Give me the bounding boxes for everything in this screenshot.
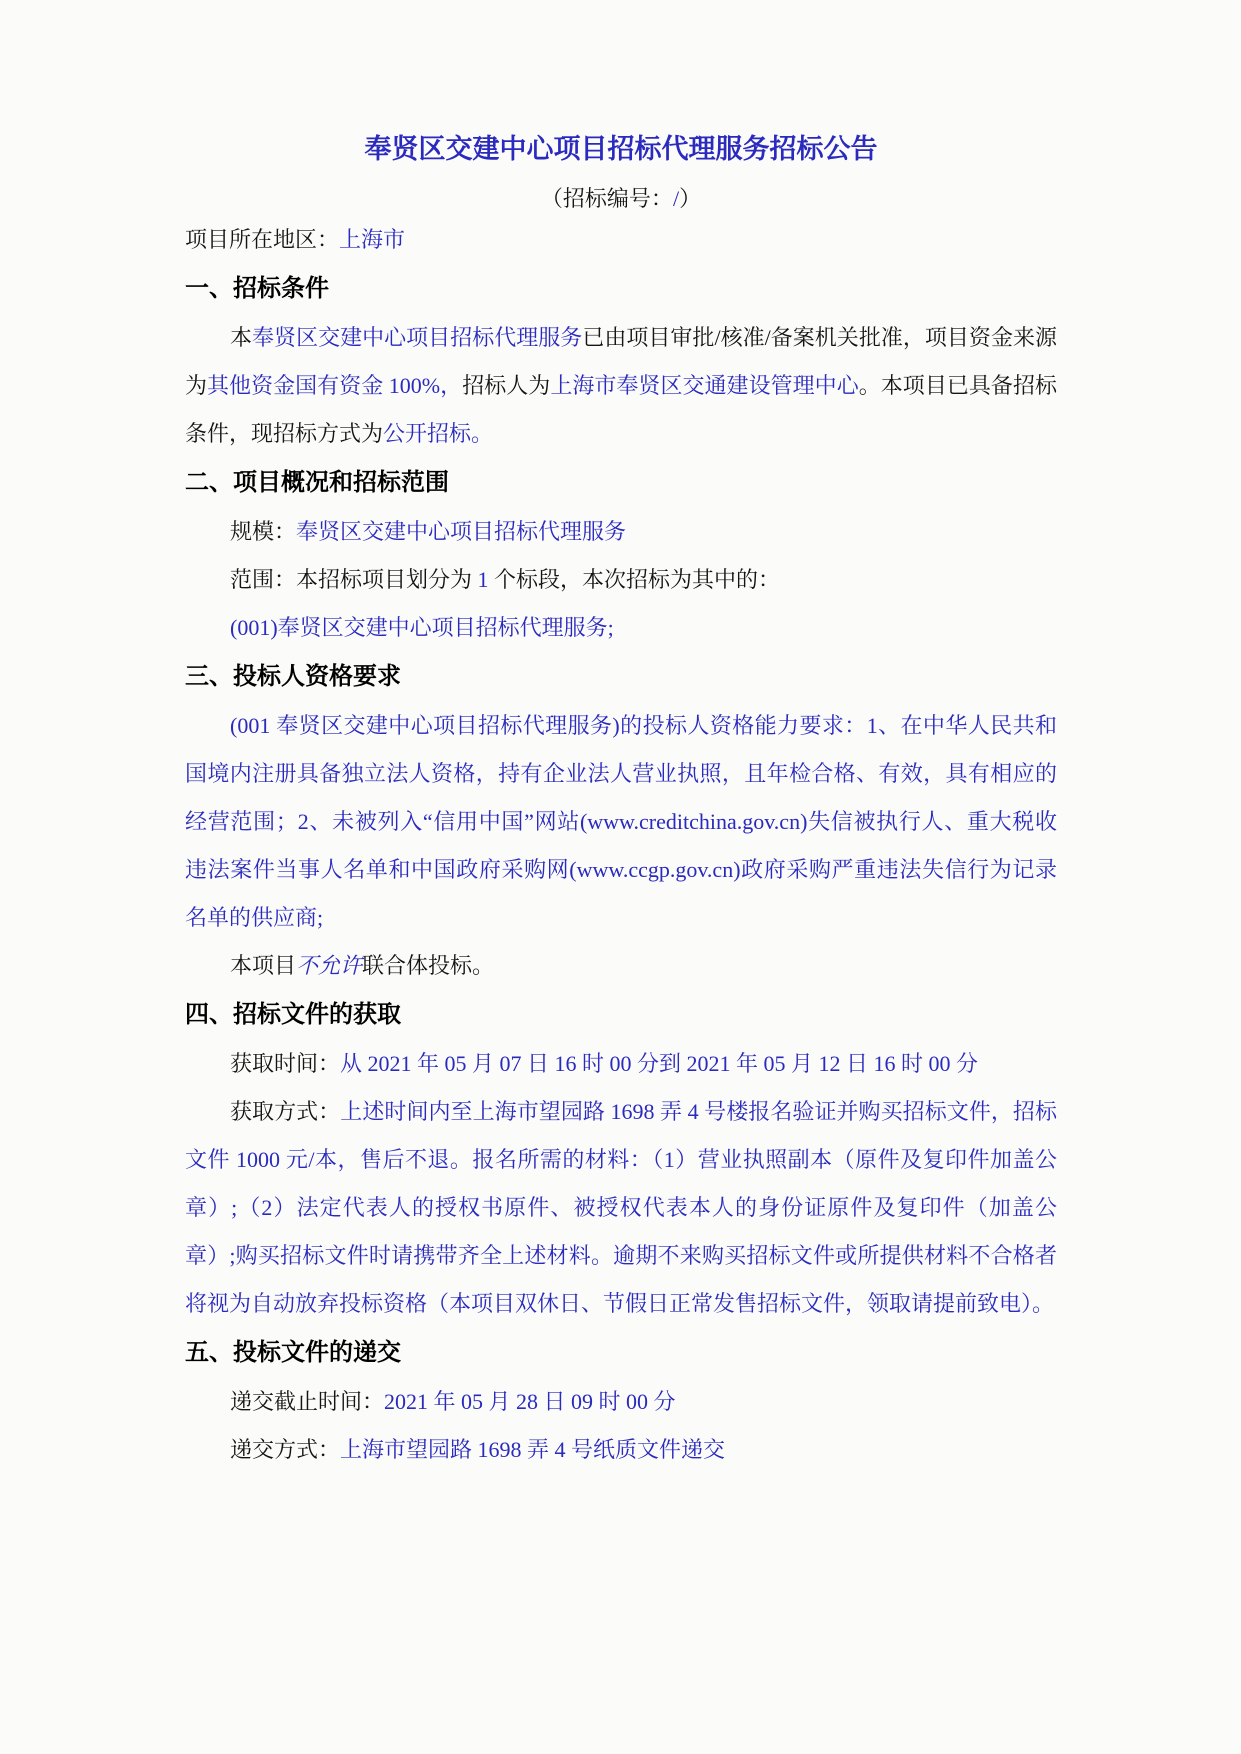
region-value: 上海市 bbox=[339, 227, 406, 252]
section-1-heading: 一、招标条件 bbox=[185, 275, 329, 302]
obtain-time-value: 从 2021 年 05 月 07 日 16 时 00 分到 2021 年 05 月 12 日 16 时 00 分 bbox=[340, 1051, 979, 1076]
obtain-time-label: 获取时间： bbox=[230, 1051, 341, 1076]
lot-line bbox=[185, 604, 1057, 652]
text-segment: 联合体投标。 bbox=[362, 953, 495, 978]
section-3-heading: 三、投标人资格要求 bbox=[185, 663, 401, 690]
project-name-value: 奉贤区交建中心项目招标代理服务 bbox=[252, 325, 583, 350]
qualification-paragraph bbox=[185, 702, 1057, 942]
submission-method-label: 递交方式： bbox=[230, 1437, 341, 1462]
scale-label: 规模： bbox=[230, 519, 297, 544]
section-5-heading: 五、投标文件的递交 bbox=[185, 1339, 401, 1366]
obtain-method-label: 获取方式： bbox=[230, 1099, 341, 1124]
fund-source-value: 其他资金国有资金 100%， bbox=[207, 373, 463, 398]
text-segment: 已由项目审批/核准/备案机关批准，项目资金来源为 bbox=[185, 325, 1057, 398]
submission-method-line bbox=[185, 1426, 1057, 1474]
tenderee-value: 上海市奉贤区交通建设管理中心 bbox=[550, 373, 859, 398]
section-4-heading: 四、招标文件的获取 bbox=[185, 1001, 401, 1028]
obtain-method-paragraph bbox=[185, 1088, 1057, 1328]
submission-deadline-label: 递交截止时间： bbox=[230, 1389, 385, 1414]
submission-deadline-line bbox=[185, 1378, 1057, 1426]
scale-line bbox=[185, 508, 1057, 556]
subtitle-suffix: ） bbox=[679, 186, 702, 211]
obtain-method-value: 上述时间内至上海市望园路 1698 弄 4 号楼报名验证并购买招标文件，招标文件 1000 元/本，售后不退。报名所需的材料：（1）营业执照副本（原件及复印件加盖公章）;（2）法定代表人的授权书原件、被授权代表本人的身份证原件及复印件（加盖公章）;购买招标文件时请携带齐全上述材料。逾期不来购买招标文件或所提供材料不合格者将视为自动放弃投标资格（本项目双休日、节假日正常发售招标文件，领取请提前致电）。 bbox=[185, 1099, 1057, 1316]
region-label: 项目所在地区： bbox=[185, 227, 340, 252]
obtain-time-line bbox=[185, 1040, 1057, 1088]
submission-deadline-value: 2021 年 05 月 28 日 09 时 00 分 bbox=[384, 1389, 676, 1414]
subtitle-prefix: （招标编号： bbox=[540, 186, 673, 211]
section-1-paragraph bbox=[185, 314, 1057, 458]
tender-method-value: 公开招标。 bbox=[383, 421, 494, 446]
tender-number-value: / bbox=[672, 186, 680, 211]
qualification-text: (001 奉贤区交建中心项目招标代理服务)的投标人资格能力要求：1、在中华人民共和国境内注册具备独立法人资格，持有企业法人营业执照，且年检合格、有效，具有相应的经营范围；2、未被列入“信用中国”网站(www.creditchina.gov.cn)失信被执行人、重大税收违法案件当事人名单和中国政府采购网(www.ccgp.gov.cn)政府采购严重违法失信行为记录名单的供应商; bbox=[185, 713, 1057, 930]
lot-value: (001)奉贤区交建中心项目招标代理服务; bbox=[230, 615, 614, 640]
text-segment: 招标人为 bbox=[462, 373, 551, 398]
scope-line bbox=[185, 556, 1057, 604]
lot-count-value: 1 bbox=[477, 567, 489, 592]
submission-method-value: 上海市望园路 1698 弄 4 号纸质文件递交 bbox=[340, 1437, 726, 1462]
text-segment: 本 bbox=[230, 325, 253, 350]
text-segment: 本项目 bbox=[230, 953, 297, 978]
project-region-line bbox=[185, 216, 1057, 264]
consortium-line bbox=[185, 942, 1057, 990]
document-subtitle bbox=[185, 182, 1057, 216]
text-segment: 范围：本招标项目划分为 bbox=[230, 567, 478, 592]
text-segment: 。本项目已具备招标条件，现招标方式为 bbox=[185, 373, 1057, 446]
scale-value: 奉贤区交建中心项目招标代理服务 bbox=[296, 519, 627, 544]
section-2-heading: 二、项目概况和招标范围 bbox=[185, 469, 449, 496]
consortium-not-allowed-value: 不允许 bbox=[296, 953, 363, 978]
text-segment: 个标段，本次招标为其中的： bbox=[488, 567, 781, 592]
document-title: 奉贤区交建中心项目招标代理服务招标公告 bbox=[364, 134, 878, 164]
